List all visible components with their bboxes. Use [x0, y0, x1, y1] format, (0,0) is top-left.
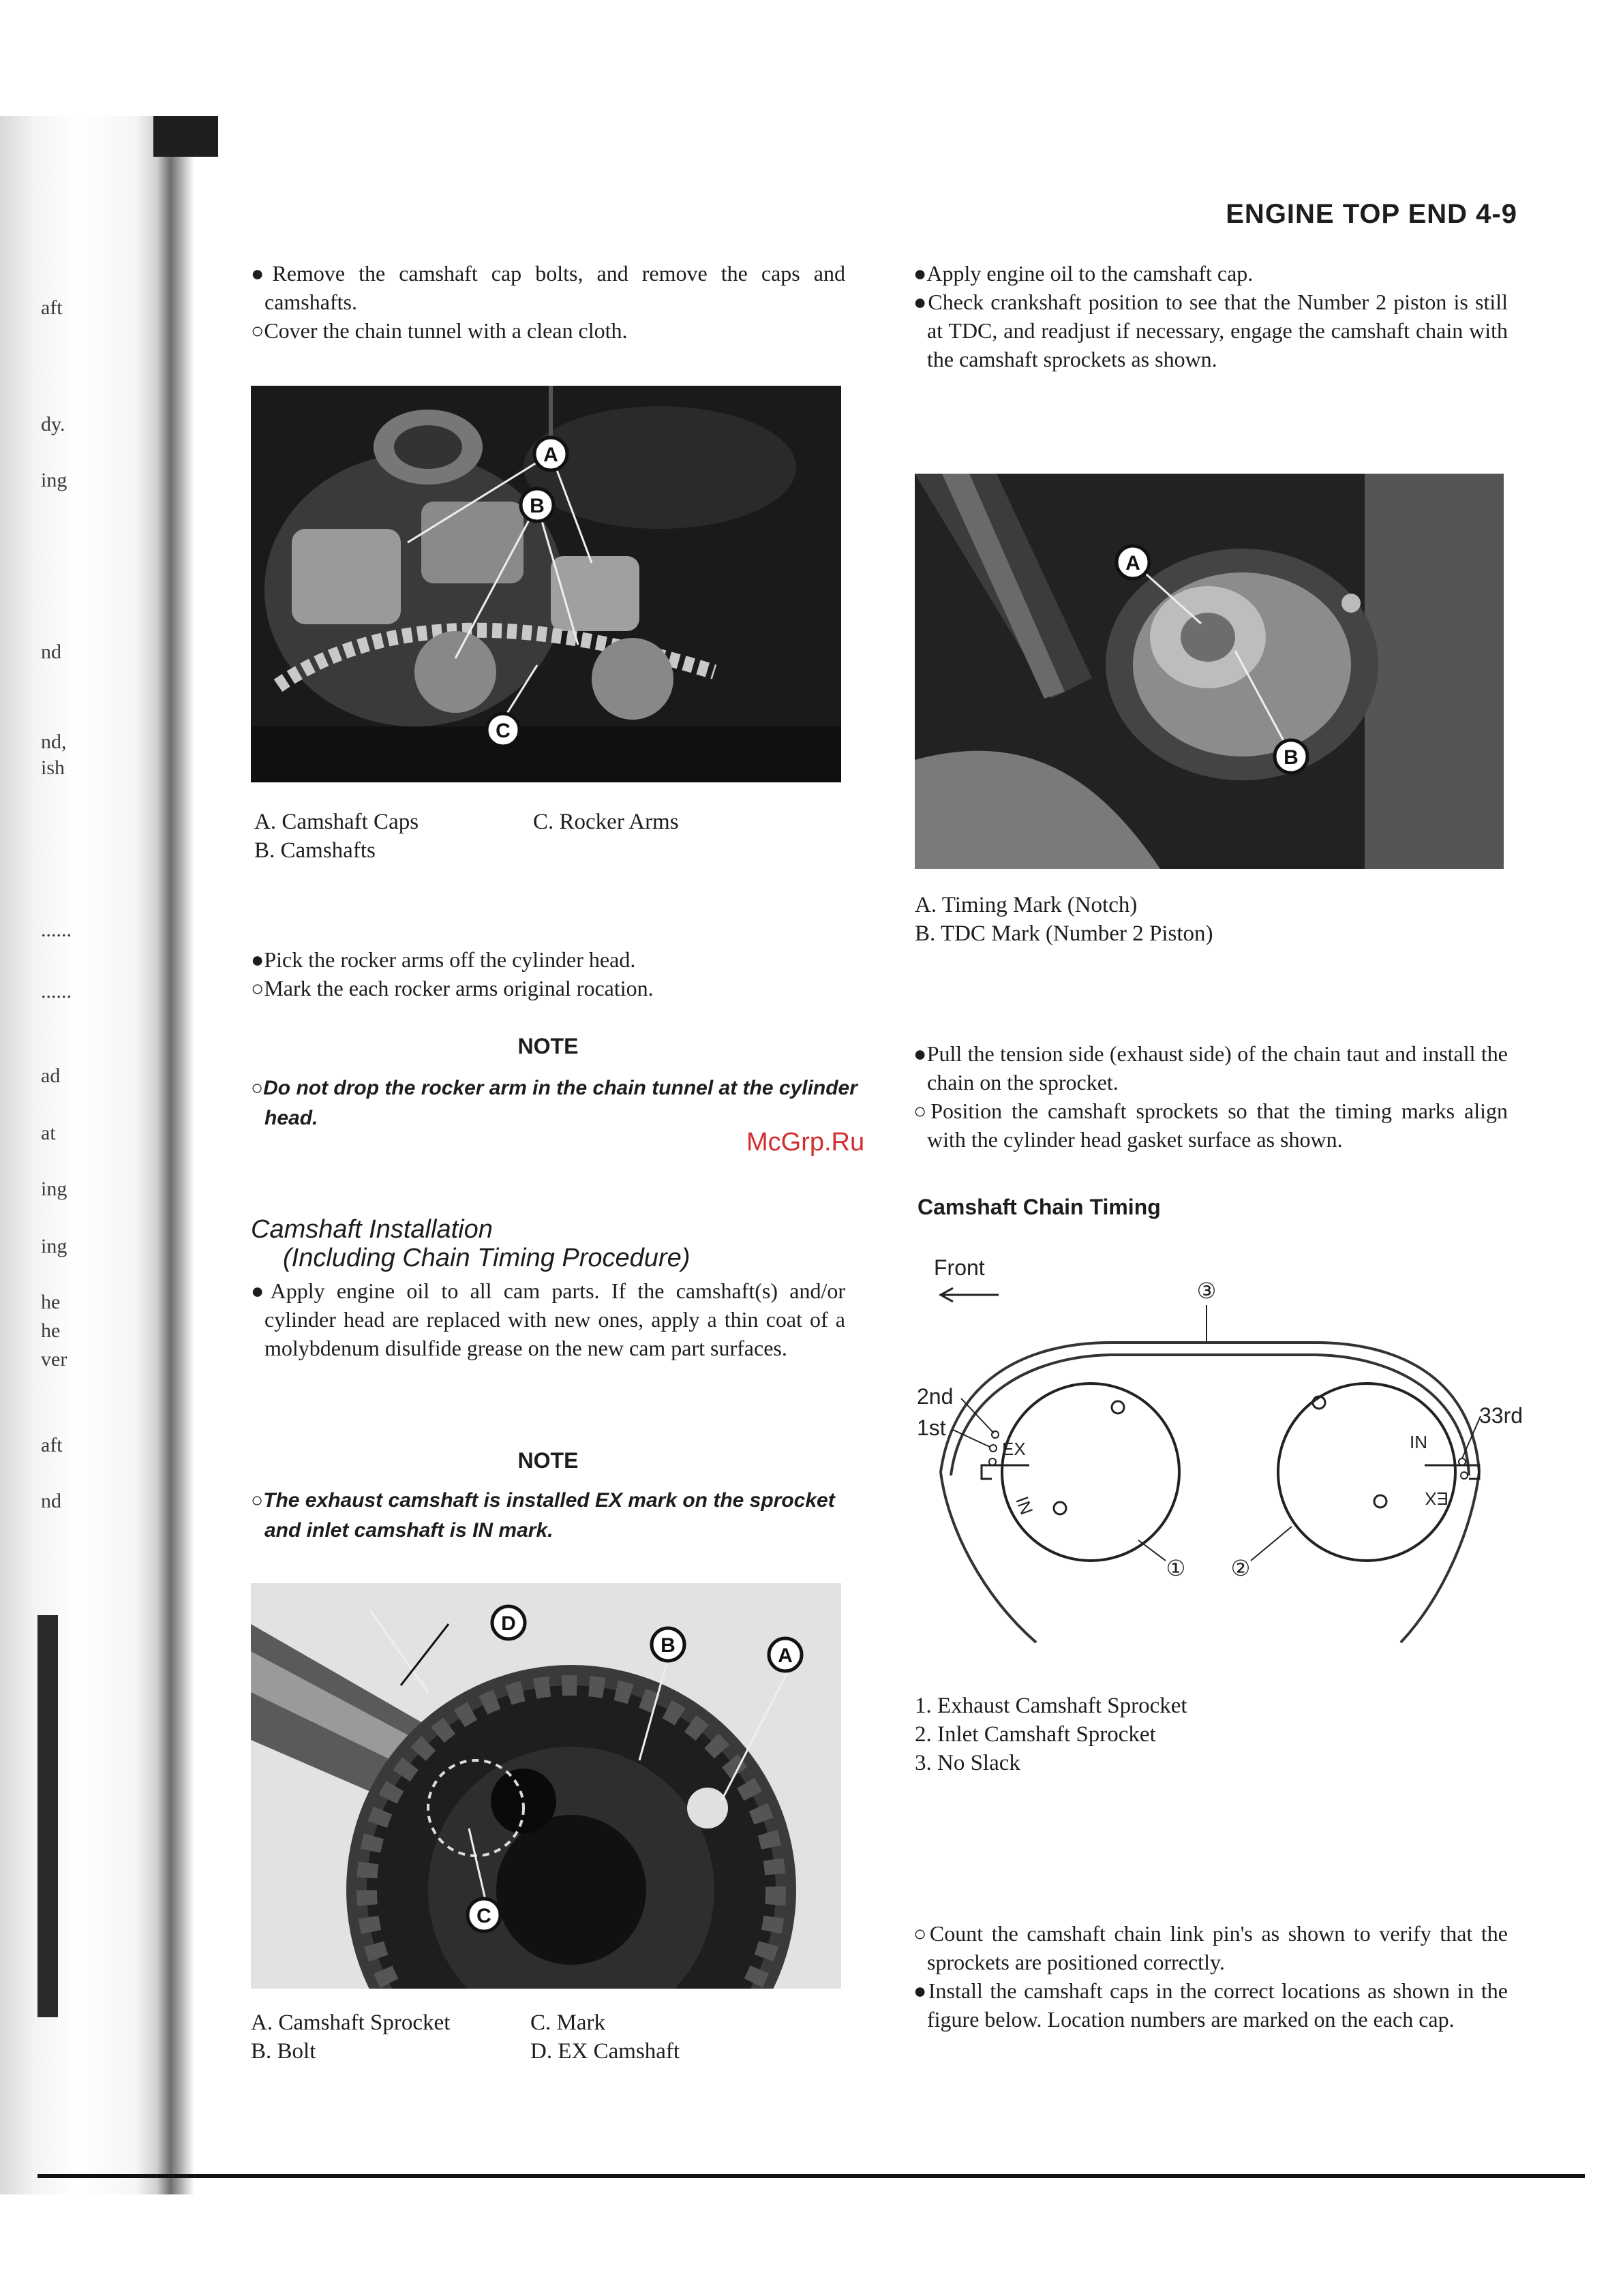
caption-camshafts: B. Camshafts [254, 838, 376, 863]
in-mark-rotated: IN [1012, 1493, 1037, 1518]
step-check-crankshaft: ●Check crankshaft position to see that the Number 2 piston is still at TDC, and readjust if necessary, engage the camshaft chain with the camshaft sprockets as shown. [913, 290, 1508, 371]
gutter-fragment: ing [41, 1178, 67, 1200]
leader-2 [1251, 1527, 1292, 1561]
gutter-fragment: ing [41, 469, 67, 491]
label-1st: 1st [917, 1415, 946, 1440]
exhaust-hole-bottom [1054, 1502, 1066, 1514]
photo-camshaft-sprocket [251, 1583, 841, 1989]
gutter-fragment: nd [41, 641, 61, 663]
section-subtitle-chain-timing: (Including Chain Timing Procedure) [283, 1244, 691, 1272]
callout-a [769, 1638, 802, 1671]
step-install-caps: ●Install the camshaft caps in the correct locations as shown in the figure below. Location numbers are marked on the each cap. [913, 1978, 1508, 2032]
binding-gutter [0, 116, 225, 2194]
photo-timing-mark-art [915, 474, 1504, 869]
inlet-hole-bottom [1374, 1495, 1386, 1507]
left-instructions-2 [251, 945, 845, 1002]
callout-a-label: A [1125, 552, 1140, 575]
in-mark-label: IN [1410, 1432, 1427, 1452]
caption-mark: C. Mark [530, 2010, 605, 2035]
left-instructions-3 [251, 1276, 845, 1362]
caption-tdc-mark: B. TDC Mark (Number 2 Piston) [915, 921, 1213, 946]
step-apply-engine-oil: ●Apply engine oil to all cam parts. If the camshaft(s) and/or cylinder head are replaced with new ones, apply a thin coat of a molybdenum disulfide grease on the new cam part surfaces. [251, 1279, 845, 1360]
callout-c-label: C [496, 720, 511, 742]
callout-a [1117, 546, 1149, 579]
chain-pin [1461, 1472, 1468, 1479]
exhaust-sprocket [1002, 1383, 1179, 1561]
gutter-fragment: ad [41, 1065, 61, 1087]
legend-exhaust-sprocket: 1. Exhaust Camshaft Sprocket [915, 1694, 1187, 1718]
caption-timing-mark: A. Timing Mark (Notch) [915, 893, 1138, 917]
callout-b [521, 489, 553, 521]
note-2-title: NOTE [517, 1448, 579, 1473]
gutter-fragment: nd [41, 1490, 61, 1512]
callout-c-label: C [476, 1905, 491, 1927]
callout-3: ③ [1196, 1279, 1217, 1303]
chain-timing-diagram [907, 1240, 1541, 1663]
callout-a [534, 438, 567, 470]
gutter-fragment: at [41, 1122, 56, 1144]
chain-pin [990, 1445, 997, 1452]
step-count-link-pins: ○Count the camshaft chain link pin's as shown to verify that the sprockets are positioned correctly. [913, 1921, 1508, 1974]
diagram-title: Camshaft Chain Timing [917, 1195, 1161, 1219]
gutter-fragment: ing [41, 1235, 67, 1257]
step-pick-rocker-arms: ●Pick the rocker arms off the cylinder head. [251, 947, 636, 972]
gasket-surface-left [982, 1465, 1029, 1479]
callout-a-label: A [778, 1644, 793, 1667]
gutter-fragment: ish [41, 756, 65, 779]
callout-b-label: B [530, 495, 545, 517]
gutter-fragment: ...... [41, 919, 72, 941]
step-apply-oil-cap: ●Apply engine oil to the camshaft cap. [913, 261, 1254, 286]
caption-camshaft-caps: A. Camshaft Caps [254, 810, 419, 834]
right-instructions-2 [913, 1039, 1508, 1154]
right-instructions-1 [913, 259, 1508, 373]
gutter-shadow [153, 116, 218, 157]
gutter-fragment: aft [41, 296, 63, 319]
gutter-fragment: ver [41, 1348, 67, 1371]
callout-c [468, 1899, 500, 1931]
photo-timing-mark [915, 474, 1504, 869]
note-2-text: ○The exhaust camshaft is installed EX mark on the sprocket and inlet camshaft is IN mark. [251, 1489, 835, 1542]
legend-inlet-sprocket: 2. Inlet Camshaft Sprocket [915, 1722, 1156, 1747]
gutter-fragment: ...... [41, 980, 72, 1002]
gutter-fragment: dy. [41, 413, 65, 435]
right-instructions-3 [913, 1919, 1508, 2034]
step-pull-tension-side: ●Pull the tension side (exhaust side) of the chain taut and install the chain on the sprocket. [913, 1041, 1508, 1095]
callout-2: ② [1230, 1556, 1251, 1580]
inlet-sprocket [1278, 1383, 1455, 1561]
callout-1: ① [1166, 1556, 1186, 1580]
callout-a-label: A [543, 444, 558, 466]
caption-ex-camshaft: D. EX Camshaft [530, 2039, 680, 2064]
section-title-camshaft-installation: Camshaft Installation [251, 1215, 493, 1244]
step-cover-tunnel: ○Cover the chain tunnel with a clean cloth. [251, 318, 628, 343]
step-position-sprockets: ○Position the camshaft sprockets so that the timing marks align with the cylinder head gasket surface as shown. [913, 1099, 1508, 1152]
step-remove-caps: ●Remove the camshaft cap bolts, and remove the caps and camshafts. [251, 261, 845, 314]
gutter-fragment: he [41, 1291, 61, 1313]
gutter-dark-strip [37, 1615, 58, 2017]
callout-b [652, 1628, 684, 1661]
caption-bolt: B. Bolt [251, 2039, 316, 2064]
callout-c [487, 714, 519, 746]
step-mark-rocker-arms: ○Mark the each rocker arms original rocation. [251, 976, 654, 1000]
callout-b-label: B [661, 1634, 676, 1657]
page-header: ENGINE TOP END 4-9 [1226, 199, 1517, 229]
gutter-fragment: aft [41, 1434, 63, 1456]
ex-mark-rotated: EX [1425, 1488, 1448, 1509]
callout-d-label: D [501, 1612, 516, 1635]
callout-b [1275, 740, 1307, 773]
label-2nd: 2nd [917, 1384, 954, 1409]
front-indicator [934, 1255, 999, 1302]
gutter-fragment: nd, [41, 731, 67, 753]
ex-mark-label: EX [1002, 1439, 1026, 1459]
watermark: McGrp.Ru [746, 1128, 865, 1157]
chain-inner-top [951, 1355, 1469, 1475]
gutter-fragment: he [41, 1319, 61, 1342]
front-label: Front [934, 1255, 985, 1280]
exhaust-hole-top [1112, 1401, 1124, 1413]
legend-no-slack: 3. No Slack [915, 1751, 1020, 1775]
label-33rd: 33rd [1479, 1403, 1523, 1428]
caption-rocker-arms: C. Rocker Arms [533, 810, 679, 834]
bottom-rule [37, 2174, 1585, 2178]
photo-camshaft-caps-art [251, 386, 841, 782]
note-1-title: NOTE [517, 1034, 579, 1058]
gasket-surface-right [1425, 1465, 1479, 1479]
leader-1 [1138, 1540, 1166, 1561]
callout-d [492, 1606, 525, 1639]
photo-camshaft-sprocket-art [251, 1583, 841, 1989]
note-1-text: ○Do not drop the rocker arm in the chain tunnel at the cylinder head. [251, 1077, 858, 1129]
caption-camshaft-sprocket: A. Camshaft Sprocket [251, 2010, 451, 2035]
left-instructions-1 [251, 259, 845, 345]
photo-camshaft-caps [251, 386, 841, 782]
callout-b-label: B [1284, 746, 1299, 769]
